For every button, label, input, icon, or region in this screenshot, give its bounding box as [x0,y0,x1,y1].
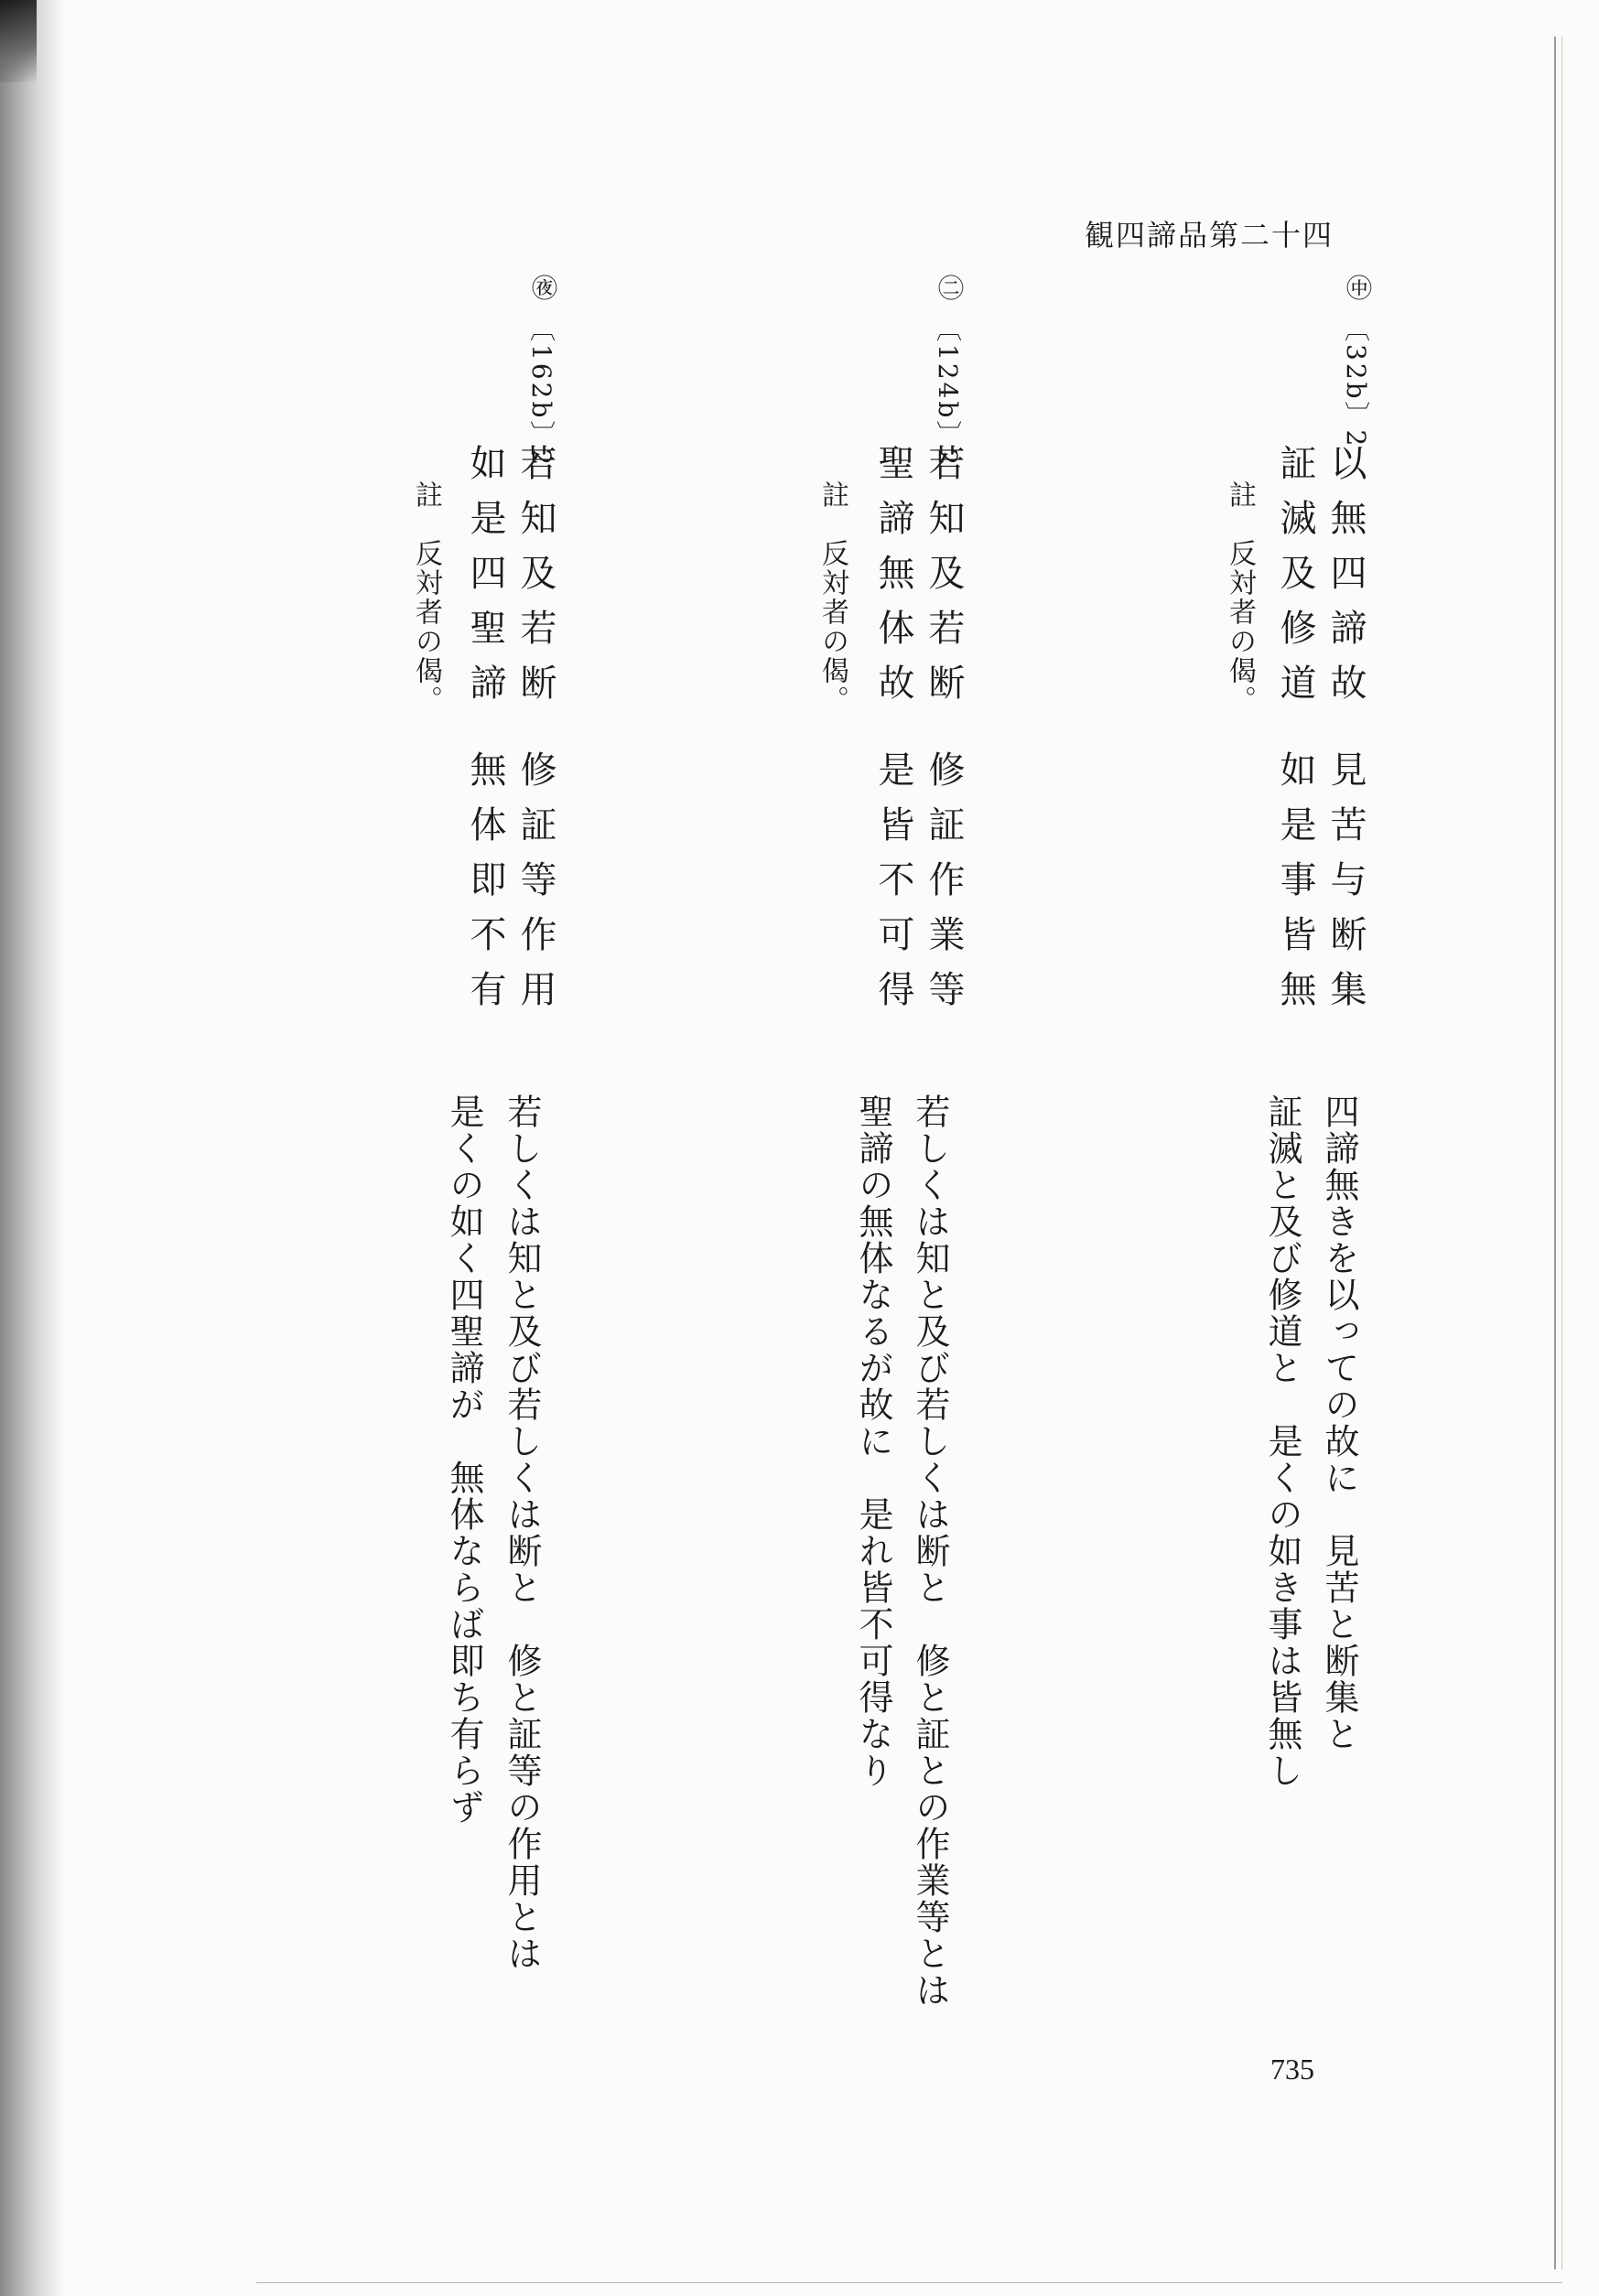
entry-2-verse-line-2-cont: 是皆不可得 [872,750,914,1025]
scan-shadow-left [0,0,64,2296]
scan-edge-right [1554,37,1562,2269]
entry-2-verse-line-1: 若知及若断 [923,444,965,718]
entry-2-translation-line-2: 聖諦の無体なるが故に 是れ皆不可得なり [853,1094,893,1789]
entry-2-verse-line-1-cont: 修証作業等 [923,750,965,1025]
entry-3-translation-line-1: 若しくは知と及び若しくは断と 修と証等の作用とは [502,1094,542,1972]
entry-2-note: 註 反対者の偈。 [816,480,848,715]
entry-1-translation-line-2: 証滅と及び修道と 是くの如き事は皆無し [1262,1094,1302,1789]
entry-1-verse-line-1-cont: 見苦与断集 [1324,750,1367,1025]
scan-corner-mark [0,0,37,82]
entry-3-verse-line-1: 若知及若断 [514,444,556,718]
entry-2-verse-line-2: 聖諦無体故 [872,444,914,718]
entry-3-verse-line-1-cont: 修証等作用 [514,750,556,1025]
entry-3-verse-line-2: 如是四聖諦 [464,444,506,718]
entry-2-translation-line-1: 若しくは知と及び若しくは断と 修と証との作業等とは [910,1094,950,2009]
entry-1-marker: ㊥ [1343,275,1373,300]
entry-3-note: 註 反対者の偈。 [410,480,442,715]
running-head: 観四諦品第二十四 [1085,218,1334,253]
entry-3-marker: ㊰ [528,275,558,300]
entry-3-verse-line-2-cont: 無体即不有 [464,750,506,1025]
entry-1-verse-line-1: 以無四諦故 [1324,444,1367,718]
entry-2-ref: 〔124b〕2 [933,316,963,469]
entry-3-ref: 〔162b〕2 [526,316,556,469]
entry-1-ref: 〔32b〕2 [1341,316,1371,449]
page-number: 735 [1270,2053,1314,2086]
entry-1-verse-line-2: 証滅及修道 [1274,444,1316,718]
entry-1-note: 註 反対者の偈。 [1224,480,1256,715]
entry-1-verse-line-2-cont: 如是事皆無 [1274,750,1316,1025]
entry-2-marker: ㊁ [935,275,965,300]
scan-edge-bottom [256,2282,1562,2289]
entry-3-translation-line-2: 是くの如く四聖諦が 無体ならば即ち有らず [444,1094,484,1826]
entry-1-translation-line-1: 四諦無きを以っての故に 見苦と断集と [1319,1094,1359,1752]
